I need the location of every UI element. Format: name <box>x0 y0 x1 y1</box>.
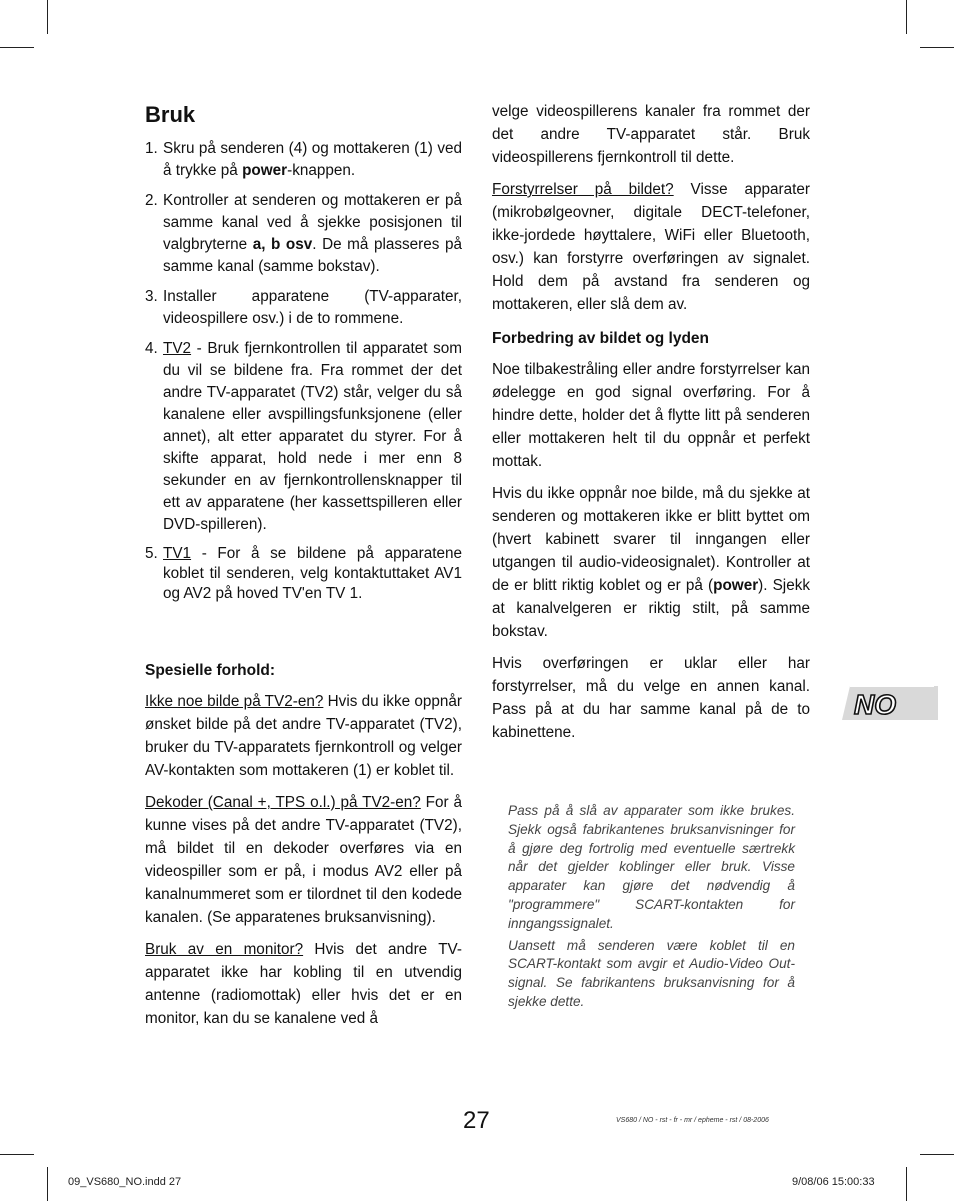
tv1-label: TV1 <box>163 545 192 562</box>
step-text: Installer apparatene (TV-apparater, videospillere osv.) i de to rommene. <box>163 288 462 327</box>
subheading-link: Forstyrrelser på bildet? <box>492 181 674 198</box>
step-number: 3. <box>145 288 158 305</box>
paragraph: velge videospillerens kanaler fra rommet der det andre TV-apparatet står. Bruk videospillerens fjernkontroll til dette. <box>492 103 810 166</box>
paragraph-text: Hvis du ikke oppnår noe bilde, må du sjekke at senderen og mottakeren ikke er blitt byttet om (hvert kabinett svarer til inngangen eller utgangen til audio-videosignalet). Kontroller at de er blitt riktig koblet og er på ( <box>492 485 810 594</box>
paragraph <box>492 482 810 643</box>
power-keyword: power <box>713 577 759 594</box>
step-text: Kontroller at senderen og mottakeren er på samme kanal ved å sjekke posisjonen til valgbryterne <box>163 192 462 253</box>
tv2-label: TV2 <box>163 340 192 357</box>
step-number: 2. <box>145 192 158 209</box>
paragraph <box>145 690 462 782</box>
steps-list <box>145 138 462 604</box>
paragraph <box>145 791 462 929</box>
page-number: 27 <box>463 1107 490 1134</box>
list-item <box>145 338 462 536</box>
paragraph <box>492 178 810 316</box>
step-number: 5. <box>145 545 158 562</box>
slug-filename: 09_VS680_NO.indd 27 <box>68 1176 182 1188</box>
special-heading: Spesielle forhold: <box>145 662 276 679</box>
improvement-heading: Forbedring av bildet og lyden <box>492 330 710 347</box>
paragraph-text: For å kunne vises på det andre TV-apparatet (TV2), må bildet til en dekoder overføres via en videospiller som er på, i modus AV2 eller på kanalnummeret som er tilordnet til den kodede kanalen. (Se apparatenes bruksanvisning). <box>145 794 463 926</box>
crop-mark <box>47 1167 48 1201</box>
subheading-link: Bruk av en monitor? <box>145 941 304 958</box>
step-text: -knappen. <box>287 162 356 179</box>
note-text: Uansett må senderen være koblet til en SCART-kontakt som avgir et Audio-Video Out-signal. Se fabrikantens bruksanvisning for å sjekke dette. <box>508 937 795 1009</box>
list-item <box>145 286 462 330</box>
step-text: Skru på senderen (4) og mottakeren (1) ved å trykke på <box>163 140 462 179</box>
crop-mark <box>920 47 954 48</box>
paragraph-text: ). Sjekk at kanalvelgeren er riktig stilt, på samme bokstav. <box>492 577 811 640</box>
subheading-link: Ikke noe bilde på TV2-en? <box>145 693 324 710</box>
crop-mark <box>920 1154 954 1155</box>
note-text: Pass på å slå av apparater som ikke brukes. Sjekk også fabrikantenes bruksanvisninger for å gjøre deg fortrolig med eventuelle særtrekk når det gjelder koblinger eller bruk. Visse apparater kan gjøre det nødvendig å "programmere" SCART-kontakten for inngangssignalet. <box>508 803 795 931</box>
crop-mark <box>906 1167 907 1201</box>
print-meta: VS680 / NO - rst - fr - mr / epheme - rst / 08-2006 <box>616 1117 769 1124</box>
note-box <box>508 802 795 1015</box>
step-number: 4. <box>145 340 158 357</box>
crop-mark <box>906 0 907 34</box>
language-tab <box>838 670 938 734</box>
paragraph <box>145 938 462 1030</box>
crop-mark <box>47 0 48 34</box>
subheading-link: Dekoder (Canal +, TPS o.l.) på TV2-en? <box>145 794 421 811</box>
left-column <box>145 100 462 1039</box>
crop-mark <box>0 47 34 48</box>
paragraph-text: Visse apparater (mikrobølgeovner, digitale DECT-telefoner, ikke-jordede høyttalere, WiFi eller Bluetooth, osv.) kan forstyrre overføringen av signalet. Hold dem på avstand fra senderen og mottakeren, eller slå dem av. <box>492 181 810 313</box>
paragraph-text: Hvis du ikke oppnår ønsket bilde på det andre TV-apparatet (TV2), bruker du TV-apparatets fjernkontroll og velger AV-kontakten som mottakeren (1) er koblet til. <box>145 693 462 779</box>
tab-label: NO <box>854 689 896 720</box>
step-text: - Bruk fjernkontrollen til apparatet som du vil se bildene fra. Fra rommet der det andre TV-apparatet (TV2) står, velger du så kanalene eller avspillingsfunksjonene (eller annet), alt etter apparatet du styrer. For å skifte apparat, hold nede i mer enn 8 sekunder en av fjernkontrollensknapper til ett av apparatene (her kassettspilleren eller DVD-spilleren). <box>163 340 462 533</box>
slug-timestamp: 9/08/06 15:00:33 <box>792 1176 875 1188</box>
crop-mark <box>0 1154 34 1155</box>
paragraph-text: Hvis det andre TV-apparatet ikke har kobling til en utvendig antenne (radiomottak) eller hvis det er en monitor, kan du se kanalene ved å <box>145 941 463 1027</box>
list-item <box>145 138 462 182</box>
step-text: - For å se bildene på apparatene koblet til senderen, velg kontaktuttaket AV1 og AV2 på hoved TV'en TV 1. <box>163 545 462 602</box>
list-item <box>145 544 462 604</box>
list-item <box>145 190 462 278</box>
power-keyword: power <box>242 162 288 179</box>
section-title: Bruk <box>145 102 196 127</box>
step-text: . De må plasseres på samme kanal (samme bokstav). <box>163 236 462 275</box>
right-column <box>492 100 810 753</box>
switch-keyword: a, b osv <box>252 236 313 253</box>
paragraph: Noe tilbakestråling eller andre forstyrrelser kan ødelegge en god signal overføring. For å hindre dette, holder det å flytte litt på senderen eller mottakeren helt til du oppnår et perfekt mottak. <box>492 361 810 470</box>
step-number: 1. <box>145 140 158 157</box>
paragraph: Hvis overføringen er uklar eller har forstyrrelser, må du velge en annen kanal. Pass på at du har samme kanal på de to kabinettene. <box>492 655 810 741</box>
